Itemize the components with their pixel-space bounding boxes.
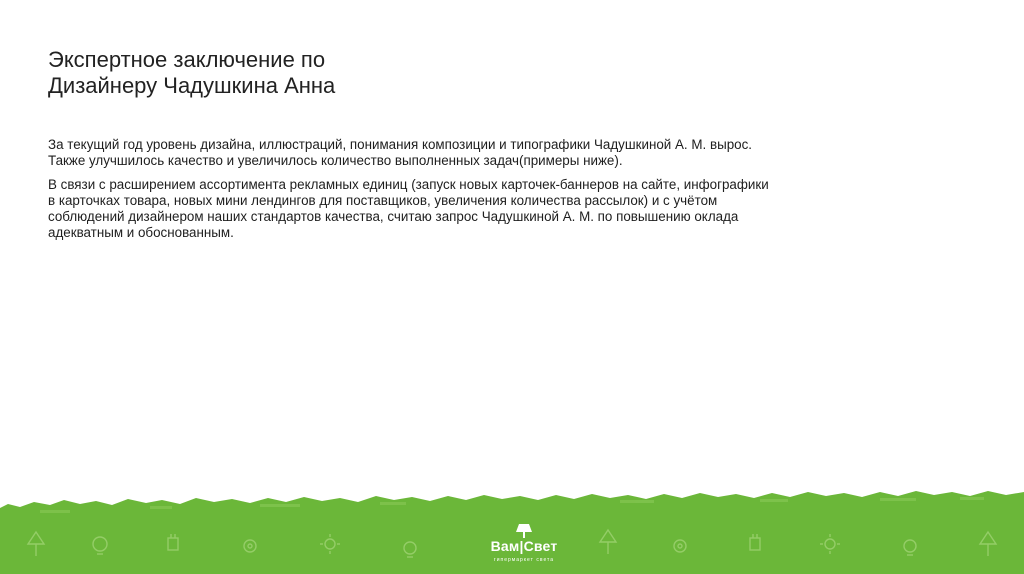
slide-title-line-2: Дизайнеру Чадушкина Анна (48, 73, 336, 98)
vamsvet-logo (484, 524, 564, 568)
logo-lamp-icon (514, 524, 534, 538)
body-paragraph-2: В связи с расширением ассортимента рекламных единиц (запуск новых карточек-баннеров на сайте, инфографики в карточках товара, новых мини лендингов для поставщиков, увеличения количества рассылок) и с учётом соблюдений дизайнером наших стандартов качества, считаю запрос Чадушкиной А. М. по повышению оклада адекватным и обоснованным. (48, 177, 769, 240)
slide-title-line-1: Экспертное заключение по (48, 47, 326, 72)
slide-body (48, 137, 778, 249)
slide-title (48, 47, 748, 99)
body-paragraph-1: За текущий год уровень дизайна, иллюстраций, понимания композиции и типографики Чадушкиной А. М. вырос. Также улучшилось качество и увеличилось количество выполненных задач(примеры ниже). (48, 137, 753, 168)
logo-text: Вам|Свет (490, 538, 558, 554)
logo-subtitle: гипермаркет света (493, 557, 555, 563)
